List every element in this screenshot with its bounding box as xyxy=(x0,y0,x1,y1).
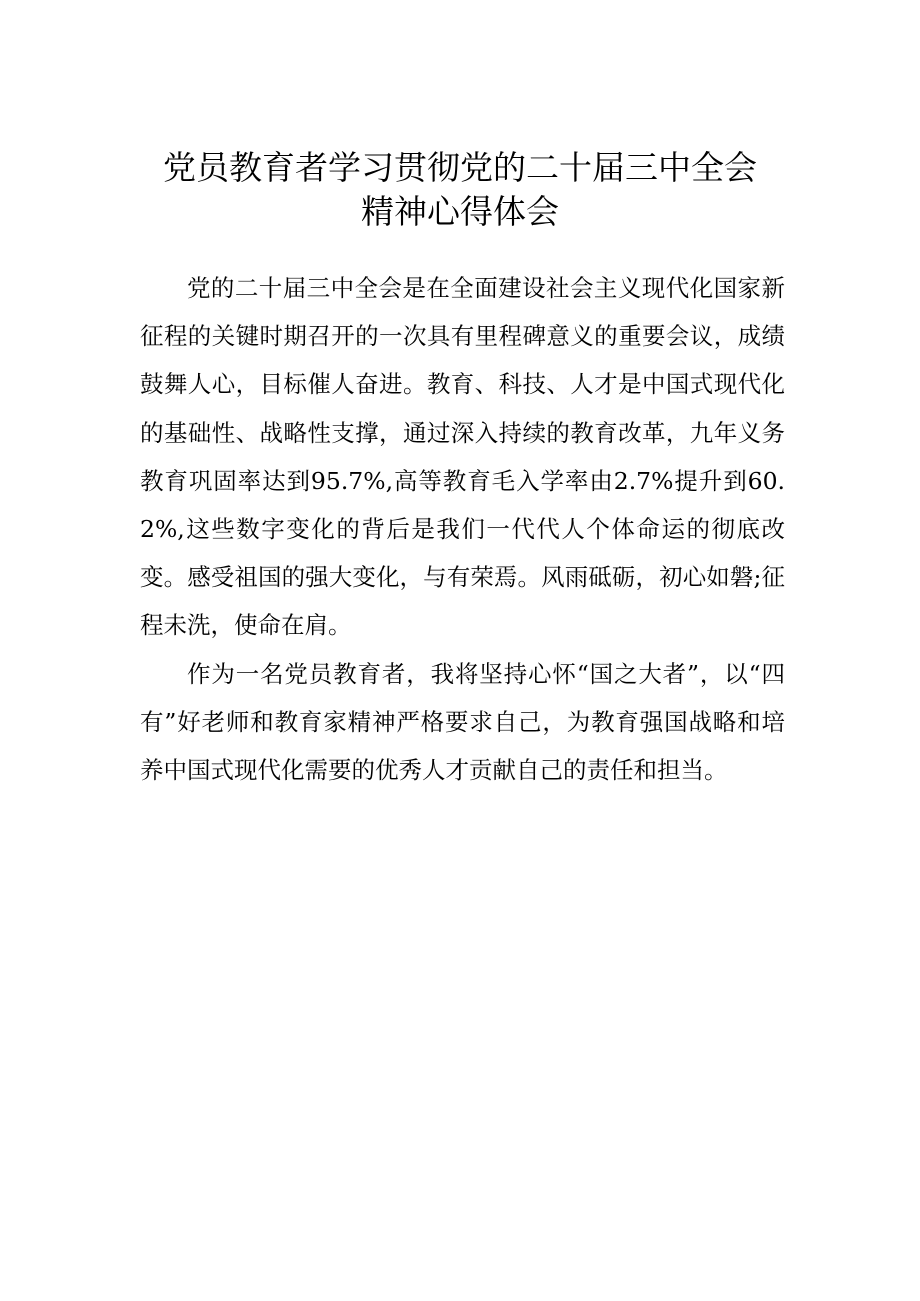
document-body xyxy=(140,264,785,794)
paragraph-2: 作为一名党员教育者，我将坚持心怀“国之大者”，以“四有”好老师和教育家精神严格要求自己，为教育强国战略和培养中国式现代化需要的优秀人才贡献自己的责任和担当。 xyxy=(140,659,785,785)
title-line-2: 精神心得体会 xyxy=(361,192,559,231)
paragraph-1: 党的二十届三中全会是在全面建设社会主义现代化国家新征程的关键时期召开的一次具有里程碑意义的重要会议，成绩鼓舞人心，目标催人奋进。教育、科技、人才是中国式现代化的基础性、战略性支撑，通过深入持续的教育改革，九年义务教育巩固率达到95.7%,高等教育毛入学率由2.7%提升到60.2%,这些数字变化的背后是我们一代代人个体命运的彻底改变。感受祖国的强大变化，与有荣焉。风雨砥砺，初心如磐;征程未洗，使命在肩。 xyxy=(140,274,785,640)
document-title xyxy=(140,146,780,234)
title-line-1: 党员教育者学习贯彻党的二十届三中全会 xyxy=(163,148,757,187)
